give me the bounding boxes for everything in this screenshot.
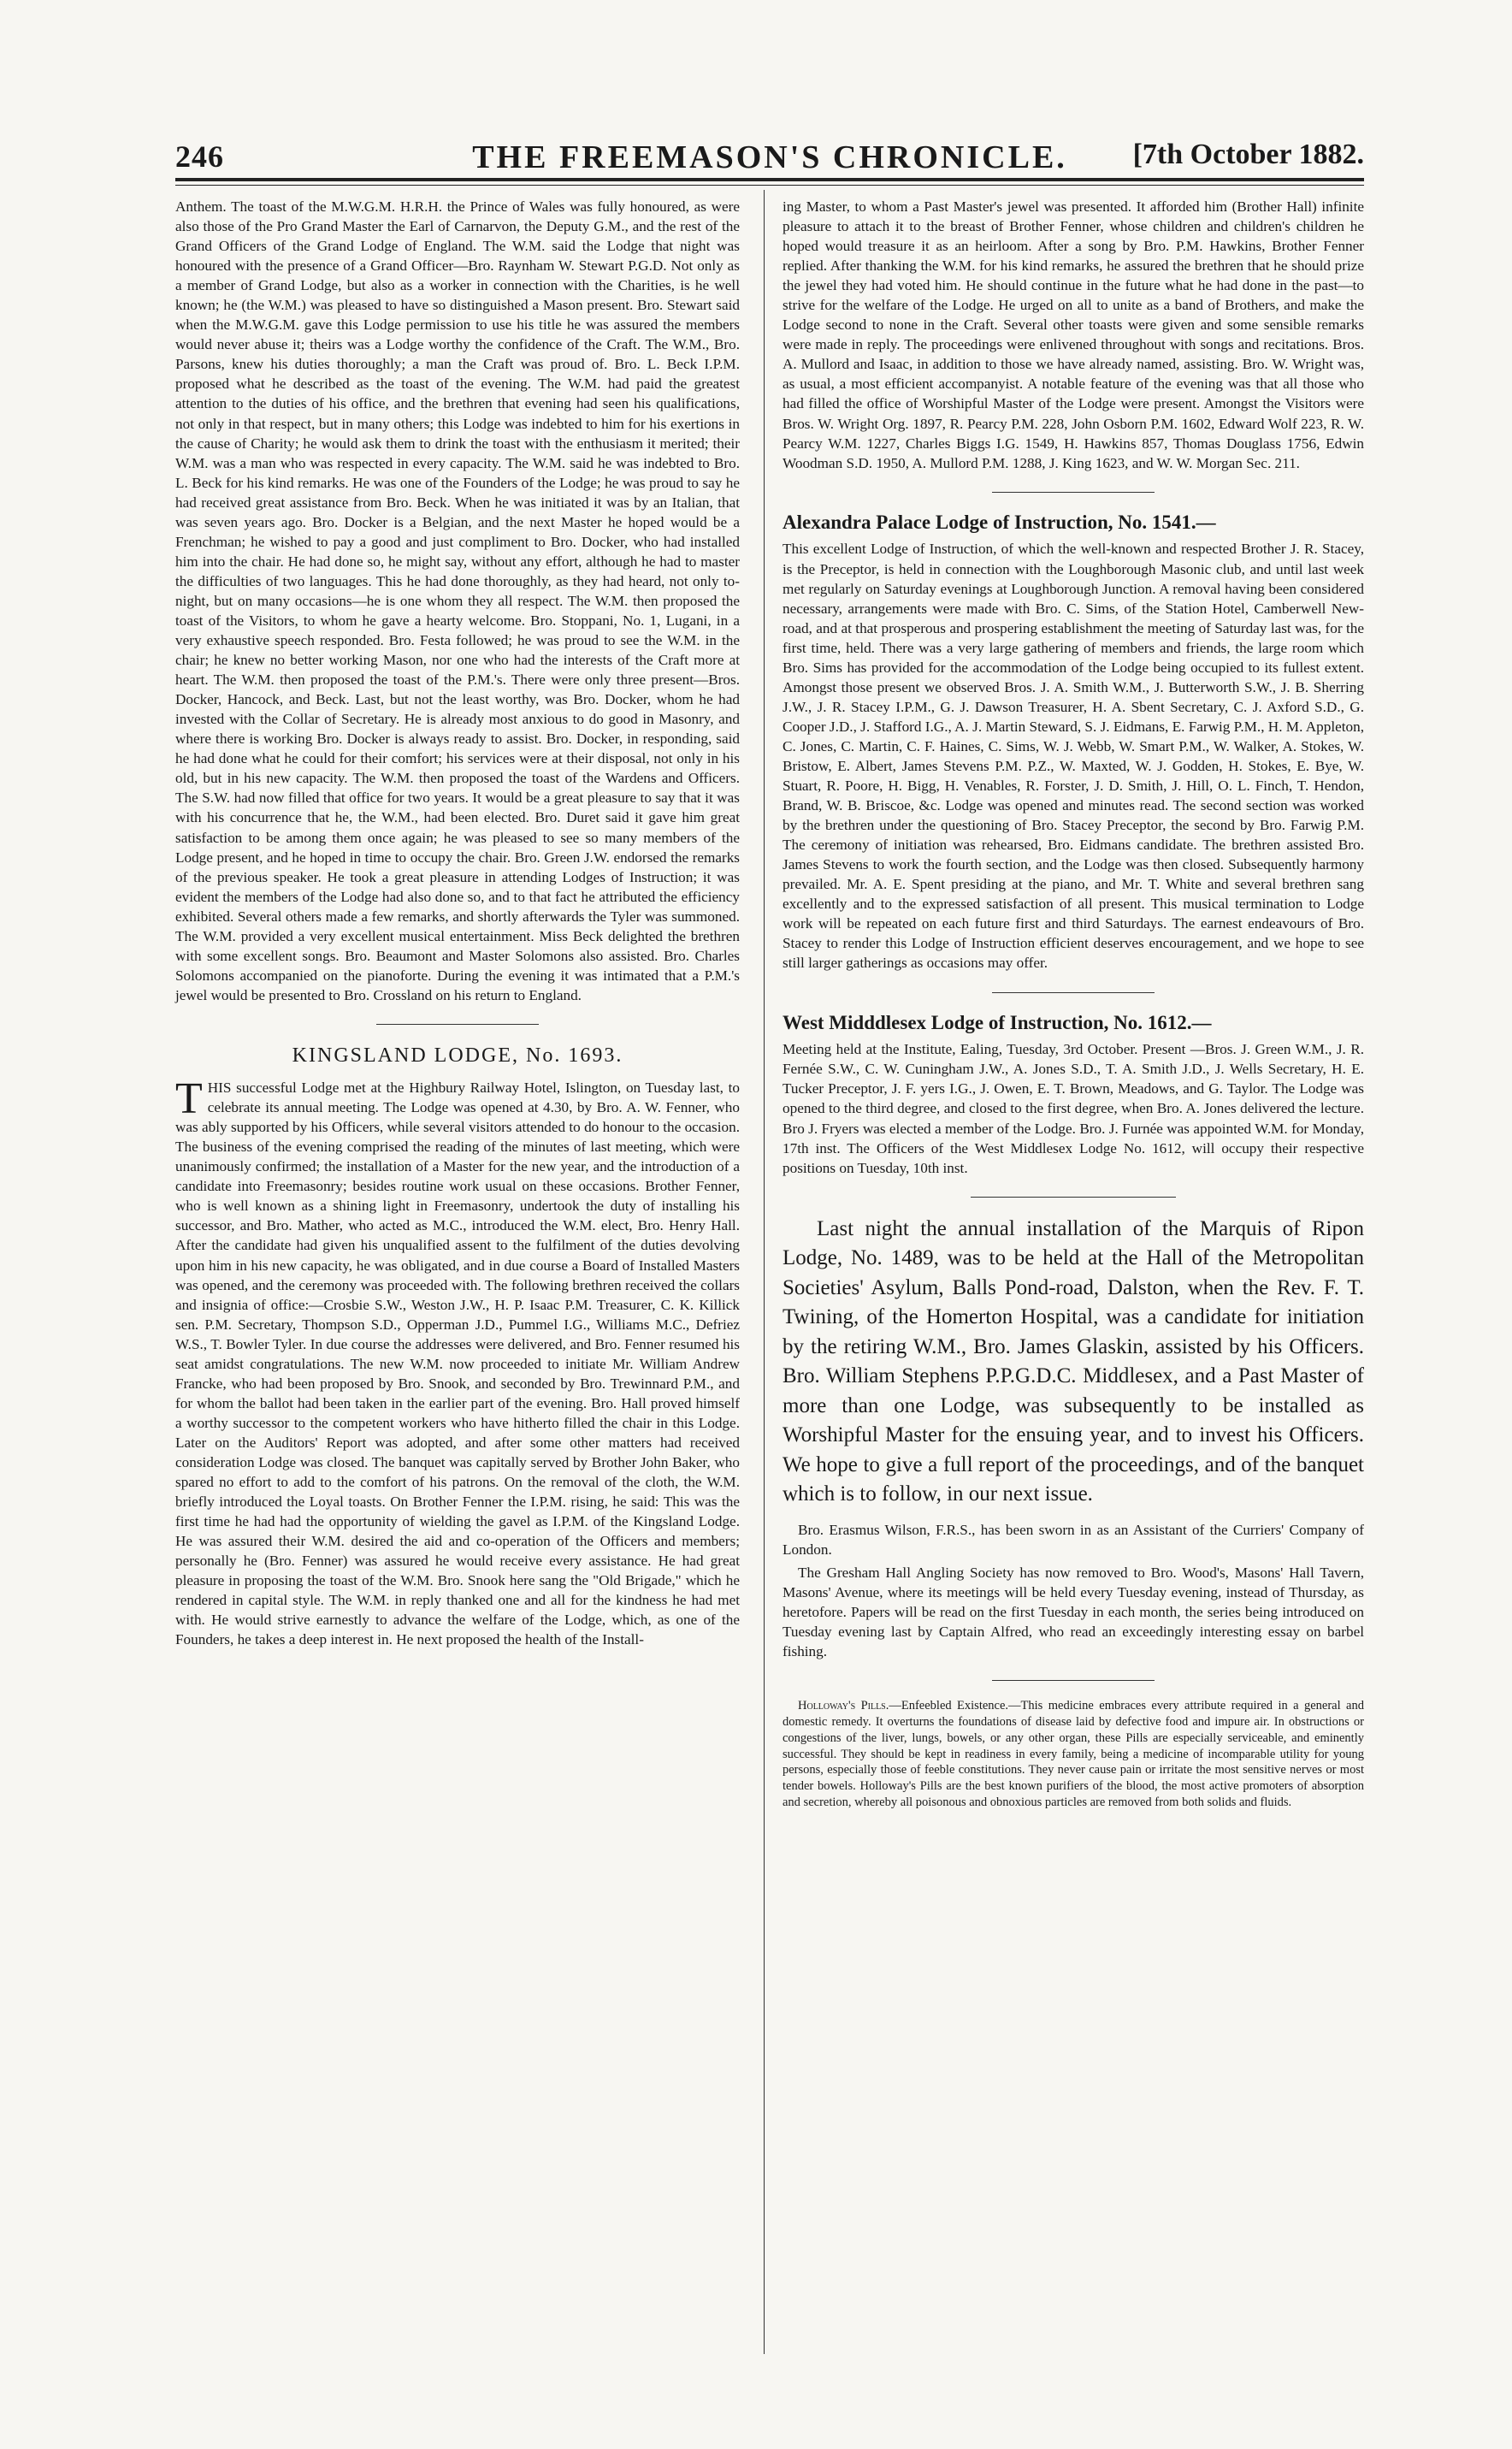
holloway-pills-advert — [783, 1698, 1364, 1811]
wilson-notice: Bro. Erasmus Wilson, F.R.S., has been sworn in as an Assistant of the Curriers' Company of London. — [783, 1521, 1364, 1558]
alexandra-palace-heading: Alexandra Palace Lodge of Instruction, No. 1541.— — [783, 511, 1216, 533]
left-column — [175, 197, 740, 2395]
advert-text: —Enfeebled Existence.—This medicine embraces every attribute required in a general and domestic remedy. It overturns the foundations of disease laid by defective food and impure air. In obstructions or congestions of the liver, lungs, bowels, or any other organ, these Pills are especially serviceable, and eminently successful. They should be kept in readiness in every family, being a medicine of incomparable utility for young persons, especially those of feeble constitutions. They never cause pain or irritate the most sensitive nerves or most tender bowels. Holloway's Pills are the best known purifiers of the blood, the most active promoters of absorption and secretion, whereby all poisonous and obnoxious particles are removed from both solids and fluids. — [783, 1698, 1364, 1810]
kingsland-lodge-article — [175, 1074, 740, 1649]
column-divider — [764, 190, 765, 2354]
issue-date: [7th October 1882. — [1132, 139, 1364, 170]
alexandra-palace-article: This excellent Lodge of Instruction, of which the well-known and respected Brother J. R. Stacey, is the Preceptor, is held in connection with the Loughborough Masonic club, and until last week met regularly on Saturday evenings at Loughborough Junction. A removal having been considered necessary, arrangements were made with Bro. C. Sims, of the Station Hotel, Camberwell New-road, and at that prosperous and prospering establishment the meeting of Saturday last was, for the first time, held. There was a very large gathering of members and friends, the large room which Bro. Sims has provided for the accommodation of the Lodge being occupied to its fullest extent. Amongst those present we observed Bros. J. A. Smith W.M., J. Butterworth S.W., J. B. Sherring J.W., J. R. Stacey I.P.M., G. J. Dawson Treasurer, H. A. Sbent Secretary, C. J. Axford S.D., G. Cooper J.D., J. Stafford I.G., A. J. Martin Steward, S. J. Eidmans, E. Farwig P.M., H. M. Appleton, C. Jones, C. Martin, C. F. Haines, C. Sims, W. J. Webb, W. Smart P.M., W. Walker, A. Stokes, W. Bristow, E. Albert, James Stevens P.M. P.Z., W. Maxted, W. J. Godden, H. Stokes, E. Bye, W. Stuart, R. Poore, H. Bigg, H. Venables, R. Forster, J. D. Smith, J. Hill, O. L. Finch, T. Hendon, Brand, W. B. Briscoe, &c. Lodge was opened and minutes read. The second section was worked by the brethren under the questioning of Bro. Stacey Preceptor, the second by Bro. Farwig P.M. The ceremony of initiation was rehearsed, Bro. Eidmans candidate. The brethren assisted Bro. James Stevens to work the fourth section, and the Lodge was then closed. Subsequently harmony prevailed. Mr. A. E. Spent presiding at the piano, and Mr. T. White and several brethren sang excellently and to the expressed satisfaction of all present. This musical termination to Lodge work will be repeated on each future first and third Saturdays. The earnest endeavours of Bro. Stacey to render this Lodge of Instruction efficient deserves encouragement, and we hope to see still larger gatherings as occasions may offer. — [783, 541, 1365, 972]
advert-lead: Holloway's Pills. — [798, 1698, 889, 1713]
drop-cap: T — [175, 1074, 203, 1124]
west-middlesex-article: Meeting held at the Institute, Ealing, Tuesday, 3rd October. Present —Bros. J. Green W.M., J. R. Fernée S.W., C. W. Cuningham J.W., A. Jones S.D., T. A. Smith J.D., J. Wells Secretary, H. E. Tucker Preceptor, J. F. yers I.G., J. Owen, E. T. Brown, Meadows, and G. Taylor. The Lodge was opened to the third degree, and closed to the first degree, when Bro. A. Jones delivered the lecture. Bro J. Fryers was elected a member of the Lodge. Bro. J. Furnée was appointed W.M. for Monday, 17th inst. The Officers of the West Middlesex Lodge No. 1612, will occupy their respective positions on Tuesday, 10th inst. — [783, 1041, 1364, 1176]
publication-title: THE FREEMASON'S CHRONICLE. — [472, 139, 1067, 175]
ripon-lodge-notice: Last night the annual installation of the Marquis of Ripon Lodge, No. 1489, was to be held at the Hall of the Metropolitan Societies' Asylum, Balls Pond-road, Dalston, when the Rev. F. T. Twining, of the Homerton Hospital, was a candidate for initiation by the retiring W.M., Bro. James Glaskin, assisted by his Officers. Bro. William Stephens P.P.G.D.C. Middlesex, and a Past Master of more than one Lodge, was subsequently to be installed as Worshipful Master for the ensuing year, and to invest his Officers. We hope to give a full report of the proceedings, and of the banquet which is to follow, in our next issue. — [783, 1216, 1364, 1506]
right-column — [783, 197, 1364, 2395]
section-divider — [971, 1197, 1176, 1198]
section-divider — [992, 492, 1155, 493]
header-rule-thin — [175, 185, 1364, 186]
header-rule — [175, 178, 1364, 181]
installing-master-paragraph: ing Master, to whom a Past Master's jewel was presented. It afforded him (Brother Hall) infinite pleasure to attach it to the breast of Brother Fenner, whose children and children's children he hoped would treasure it as an heirloom. After a song by Bro. P.M. Hawkins, Brother Fenner replied. After thanking the W.M. for his kind remarks, he assured the brethren that he should prize the jewel they had voted him. He should continue in the future what he had done in the past—to strive for the welfare of the Lodge. He urged on all to unite as a band of Brothers, and make the Lodge second to none in the Craft. Several other toasts were given and some sensible remarks were made in reply. The proceedings were enlivened throughout with songs and recitations. Bros. A. Mullord and Isaac, in addition to those we have already named, assisting. Bro. W. Wright was, as usual, a most efficient accompanyist. A notable feature of the evening was that all those who had filled the office of Worshipful Master of the Lodge were present. Amongst the Visitors were Bros. W. Wright Org. 1897, R. Pearcy P.M. 228, John Osborn P.M. 1602, Edward Wolf 223, R. W. Pearcy W.M. 1227, Charles Biggs I.G. 1549, H. Hawkins 857, Thomas Douglass 1756, Edwin Woodman S.D. 1950, A. Mullord P.M. 1288, J. King 1623, and W. W. Morgan Sec. 211. — [783, 198, 1364, 471]
section-divider — [992, 1680, 1155, 1681]
gresham-notice: The Gresham Hall Angling Society has now removed to Bro. Wood's, Masons' Hall Tavern, Masons' Avenue, where its meetings will be held every Tuesday evening, instead of Thursday, as heretofore. Papers will be read on the first Tuesday in each month, the series being introduced on Tuesday evening last by Captain Alfred, who read an exceedingly interesting essay on barbel fishing. — [783, 1564, 1364, 1659]
kingsland-lodge-text: HIS successful Lodge met at the Highbury Railway Hotel, Islington, on Tuesday last, to celebrate its annual meeting. The Lodge was opened at 4.30, by Bro. A. W. Fenner, who was ably supported by his Officers, while several visitors attended to do honour to the occasion. The business of the evening comprised the reading of the minutes of last meeting, which were unanimously confirmed; the installation of a Master for the new year, and the introduction of a candidate into Freemasonry; besides routine work usual on these occasions. Brother Fenner, who is well known as a shining light in Freemasonry, undertook the duty of installing his successor, and Bro. Mather, who acted as M.C., introduced the W.M. elect, Bro. Henry Hall. After the candidate had given his unqualified assent to the fulfilment of the duties devolving upon him in his new capacity, he was obligated, and in due course a Board of Installed Masters was opened, and the ceremony was proceeded with. The following brethren received the collars and insignia of office:—Crosbie S.W., Weston J.W., H. P. Isaac P.M. Treasurer, C. K. Killick sen. P.M. Secretary, Thompson S.D., Opperman J.D., Pummel I.G., Williams M.C., Defriez W.S., T. Bowler Tyler. In due course the addresses were delivered, and Bro. Fenner resumed his seat amidst congratulations. The new W.M. now proceeded to initiate Mr. William Andrew Francke, who had been proposed by Bro. Snook, and seconded by Bro. Trewinnard P.M., and for whom the ballot had been taken in the earlier part of the evening. Bro. Hall proved himself a worthy successor to the competent workers who have hitherto filled the chair in this Lodge. Later on the Auditors' Report was adopted, and after some other matters had received consideration Lodge was closed. The banquet was capitally served by Brother John Baker, who spared no effort to add to the comfort of his patrons. On the removal of the cloth, the W.M. briefly introduced the Loyal toasts. On Brother Fenner the I.P.M. rising, he said: This was the first time he had had the opportunity of wielding the gavel as I.P.M. of the Kingsland Lodge. He was assured their W.M. desired the aid and co-operation of the Officers and members; personally he (Bro. Fenner) was assured he would receive every assistance. He had great pleasure in proposing the toast of the W.M. Bro. Snook here sang the "Old Brigade," which he rendered in capital style. The W.M. in reply thanked one and all for the kindness he had met with. He would strive earnestly to advance the welfare of the Lodge, which, as one of the Founders, he takes a deep interest in. He next proposed the health of the Install- — [175, 1080, 740, 1648]
section-divider — [376, 1024, 539, 1025]
west-middlesex-heading: West Midddlesex Lodge of Instruction, No. 1612.— — [783, 1011, 1212, 1033]
masthead — [175, 139, 1364, 176]
section-divider — [992, 992, 1155, 993]
kingsland-lodge-heading: KINGSLAND LODGE, No. 1693. — [292, 1044, 623, 1067]
anthem-report-paragraph: Anthem. The toast of the M.W.G.M. H.R.H. the Prince of Wales was fully honoured, as were also those of the Pro Grand Master the Earl of Carnarvon, the Deputy G.M., and the rest of the Grand Officers of the Grand Lodge of England. The W.M. said the Lodge that night was honoured with the presence of a Grand Officer—Bro. Raynham W. Stewart P.G.D. Not only as a member of Grand Lodge, but also as a worker in connection with the Charities, is he well known; he (the W.M.) was pleased to have so distinguished a Mason present. Bro. Stewart said when the M.W.G.M. gave this Lodge permission to use his title he was assured the members would never abuse it; theirs was a Lodge worthy the confidence of the Craft. The W.M., Bro. Parsons, knew his duties thoroughly; a man the Craft was proud of. Bro. L. Beck I.P.M. proposed what he described as the toast of the evening. The W.M. had paid the greatest attention to the duties of his office, and the brethren that evening had seen his qualifications, not only in that respect, but in many others; this Lodge was indebted to him for his exertions in the cause of Charity; he would ask them to drink the toast with the enthusiasm it merited; their W.M. was a man who was respected in every capacity. The W.M. said he was indebted to Bro. L. Beck for his kind remarks. He was one of the Founders of the Lodge; he was proud to say he had received great assistance from Bro. Beck. When he was initiated it was by an Italian, that was seven years ago. Bro. Docker is a Belgian, and the next Master he hoped would be a Frenchman; he wished to pay a good and just compliment to Bro. Docker, who had installed him into the chair. He had done so, he might say, without any effort, although he had to master the difficulties of two languages. This he had done thoroughly, as they had heard, not only to-night, but on many occasions—he is one whom they all respect. The W.M. then proposed the toast of the Visitors, to whom he gave a hearty welcome. Bro. Stoppani, No. 1, Lugani, in a very exhaustive speech responded. Bro. Festa followed; he was proud to see the W.M. in the chair; he knew no better working Mason, nor one who had the interests of the Craft more at heart. The W.M. then proposed the toast of the P.M.'s. There were only three present—Bros. Docker, Hancock, and Beck. Last, but not the least worthy, was Bro. Docker, whom he had invested with the Collar of Secretary. He is already most anxious to do good in Masonry, and where there is working Bro. Docker is always ready to assist. Bro. Docker, in responding, said he had done what he could for their comfort; his services were at their disposal, not only in his old, but in his new capacity. The W.M. then proposed the toast of the Wardens and Officers. The S.W. had now filled that office for two years. It would be a great pleasure to say that it was with his concurrence that he, the W.M., had been elected. Bro. Duret said it gave him great satisfaction to be among them once again; he was pleased to see so many members of the Lodge present, and he hoped in time to occupy the chair. Bro. Green J.W. endorsed the remarks of the previous speaker. He took a great pleasure in attending Lodges of Instruction; it was evident the members of the Lodge had also done so, and to that fact he attributed the efficiency exhibited. Several others made a few remarks, and shortly afterwards the Tyler was summoned. The W.M. provided a very excellent musical entertainment. Miss Beck delighted the brethren with some excellent songs. Bro. Beaumont and Master Solomons also assisted. Bro. Charles Solomons accompanied on the pianoforte. During the evening it was intimated that a P.M.'s jewel would be presented to Bro. Crossland on his return to England. — [175, 198, 740, 1003]
page-number: 246 — [175, 139, 224, 174]
